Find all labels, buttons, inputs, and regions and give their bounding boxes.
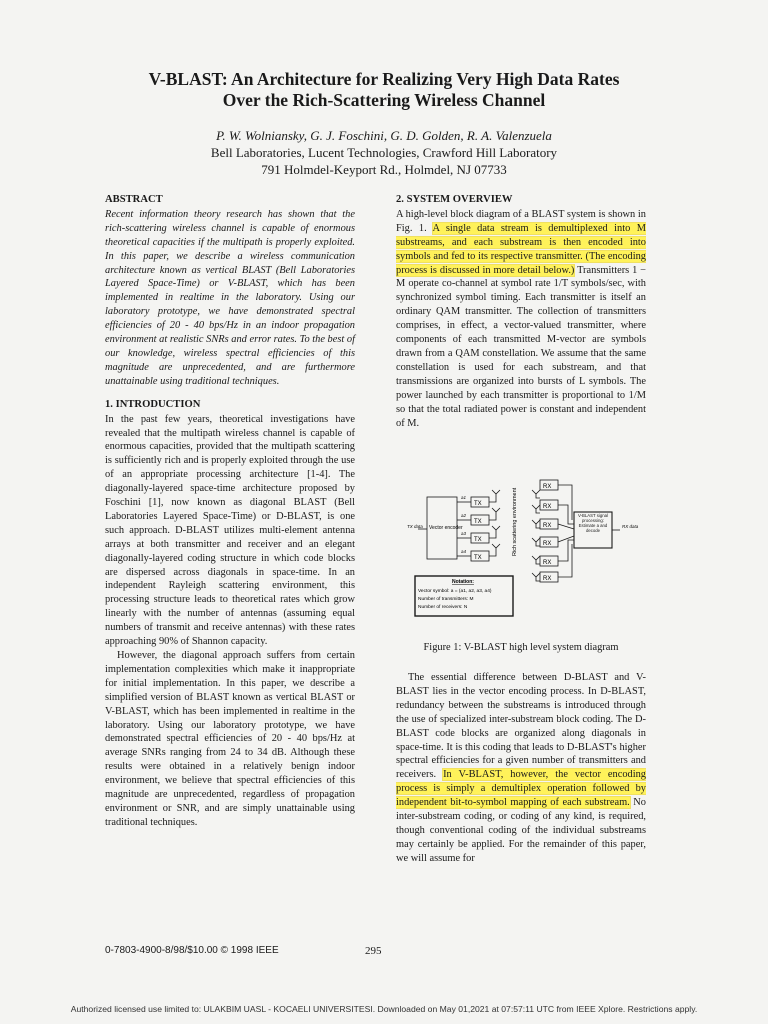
a4-label: a4 — [461, 549, 467, 554]
intro-paragraph-2: However, the diagonal approach suffers from certain implementation complexities which make it inappropriate for initial implementation. In this paper, we describe a simplified version of BLAST known as vertical BLAST or V-BLAST, which has been implemented in realtime in the laboratory. Using our laboratory prototype, we have demonstrated spectral efficiencies of 20 - 40 bps/Hz at average SNRs ranging from 24 to 34 dB. Although these results were obtained in a relatively benign indoor environment, we believe that spectral efficiencies of this magnitude are unprecedented, regardless of propagation environment or SNR, and are simply unattainable using traditional techniques. — [105, 650, 355, 828]
notation-title: Notation: — [452, 579, 474, 585]
authors: P. W. Wolniansky, G. J. Foschini, G. D. Golden, R. A. Valenzuela — [216, 128, 552, 143]
system-paragraph-1 — [396, 208, 646, 431]
tx-box-label-1: TX — [474, 501, 482, 507]
right-column-top — [396, 193, 646, 430]
highlighted-text-2: In V-BLAST, however, the vector encoding process is simply a demultiplex operation followed by independent bit-to-symbol mapping of each substream. — [396, 769, 646, 809]
title-line-1: V-BLAST: An Architecture for Realizing Very High Data Rates — [148, 69, 620, 89]
rx-box-label-5: RX — [543, 560, 552, 566]
abstract-heading: ABSTRACT — [105, 194, 163, 205]
paper-title — [60, 69, 708, 111]
rx-box-label-1: RX — [543, 484, 552, 490]
system-p1-text-cont: Transmitters 1 − M operate co-channel at symbol rate 1/T symbols/sec, with synchronized symbol timing. Each transmitter is itself an ordinary QAM transmitter. The collection of transmitters comprises, in effect, a vector-valued transmitter, where components of each transmitted M-vector are symbols drawn from a QAM constellation. We assume that the same constellation is used for each substream, and that transmissions are organized into bursts of L symbols. The power launched by each transmitter is proportional to 1/M so that the total radiated power is constant and independent of M. — [396, 264, 647, 429]
tx-box-label-4: TX — [474, 555, 482, 561]
intro-paragraph-1: In the past few years, theoretical investigations have revealed that the multipath wireless channel is capable of enormous capacities, provided that the multipath scattering is sufficiently rich and is properly exploited through the use of an appropriate processing architecture [1-4]. The diagonally-layered space-time architecture proposed by Foschini [1], now known as diagonal BLAST (Bell Laboratories Layered Space-Time) or D-BLAST, is one such approach. D-BLAST utilizes multi-element antenna arrays at both transmitter and receiver and an elegant diagonally-layered coding structure in which code blocks are dispersed across diagonals in space-time. In an independent Rayleigh scattering environment, this processing structure leads to theoretical rates which grow linearly with the number of antennas (assuming equal numbers of transmit and receive antennas) with these rates approaching 90% of Shannon capacity. — [105, 413, 355, 648]
processor-box — [575, 513, 611, 547]
abstract-text: Recent information theory research has shown that the rich-scattering wireless channel is capable of enormous theoretical capacities if the multipath is properly exploited. In this paper, we describe a wireless communication architecture known as vertical BLAST (Bell Laboratories Layered Space-Time) or V-BLAST, which has been implemented in realtime in the laboratory. Using our laboratory prototype, we have demonstrated spectral efficiencies of 20 - 40 bps/Hz in an indoor propagation environment at realistic SNRs and error rates. To the best of our knowledge, wireless spectral efficiencies of this magnitude are unprecedented, and are furthermore unattainable using traditional techniques. — [105, 208, 355, 387]
system-overview-heading: 2. SYSTEM OVERVIEW — [396, 194, 513, 205]
highlighted-text-1: A single data stream is demultiplexed into M substreams, and each substream is then encoded into symbols and fed to its respective transmitter. (The encoding process is discussed in more detail below.) — [396, 222, 646, 276]
tx-box-label-3: TX — [474, 537, 482, 543]
authorized-use-notice: Authorized licensed use limited to: ULAKBIM UASL - KOCAELI UNIVERSITESI. Downloaded on May 01,2021 at 07:57:11 UTC from IEEE Xplore. Restrictions apply. — [70, 1004, 698, 1014]
tx-data-label: TX data — [407, 524, 423, 529]
tx-box-label-2: TX — [474, 519, 482, 525]
affiliation-line-2: 791 Holmdel-Keyport Rd., Holmdel, NJ 07733 — [261, 161, 507, 177]
processor-label: V-BLAST signal processing: Estimate a and decode — [577, 513, 608, 533]
rx-data-label: RX data — [622, 524, 639, 529]
system-paragraph-2 — [396, 671, 646, 866]
rx-box-label-3: RX — [543, 523, 552, 529]
affiliation — [60, 145, 708, 178]
system-diagram — [396, 472, 646, 622]
rx-box-label-6: RX — [543, 576, 552, 582]
affiliation-line-1: Bell Laboratories, Lucent Technologies, Crawford Hill Laboratory — [210, 145, 558, 160]
right-column-bottom — [396, 671, 646, 866]
page-footer — [105, 945, 645, 956]
a2-label: a2 — [461, 513, 467, 518]
rx-box-label-2: RX — [543, 504, 552, 510]
system-p2-text: The essential difference between D-BLAST and V-BLAST lies in the vector encoding process. In D-BLAST, redundancy between the substreams is introduced through the use of specialized inter-substream block coding. The D-BLAST code blocks are organized along diagonals in space-time. It is this coding that leads to D-BLAST's higher spectral efficiencies for a given number of transmitters and receivers. — [396, 672, 646, 781]
notation-line-2: Number of transmitters: M — [418, 597, 474, 602]
intro-heading: 1. INTRODUCTION — [105, 398, 201, 410]
page-number: 295 — [365, 945, 382, 957]
system-p2-text-cont: No inter-substream coding, or coding of any kind, is required, though conventional coding of the individual substreams may certainly be applied. For the remainder of this paper, we will assume for — [396, 797, 646, 864]
system-p1-text: A high-level block diagram of a BLAST system is shown in Fig. 1. — [396, 208, 646, 234]
a3-label: a3 — [461, 531, 467, 536]
rx-box-label-4: RX — [543, 541, 552, 547]
isbn-copyright: 0-7803-4900-8/98/$10.00 © 1998 IEEE — [105, 945, 279, 956]
notation-line-3: Number of receivers: N — [418, 605, 468, 610]
title-line-2: Over the Rich-Scattering Wireless Channel — [222, 90, 546, 110]
notation-line-1: Vector symbol: a = (a1, a2, a3, a4) — [418, 589, 492, 594]
figure-caption: Figure 1: V-BLAST high level system diagram — [423, 642, 619, 653]
a1-label: a1 — [461, 495, 467, 500]
encoder-label: Vector encoder — [429, 525, 463, 531]
environment-label: Rich scattering environment — [512, 487, 518, 556]
left-column — [105, 193, 355, 830]
